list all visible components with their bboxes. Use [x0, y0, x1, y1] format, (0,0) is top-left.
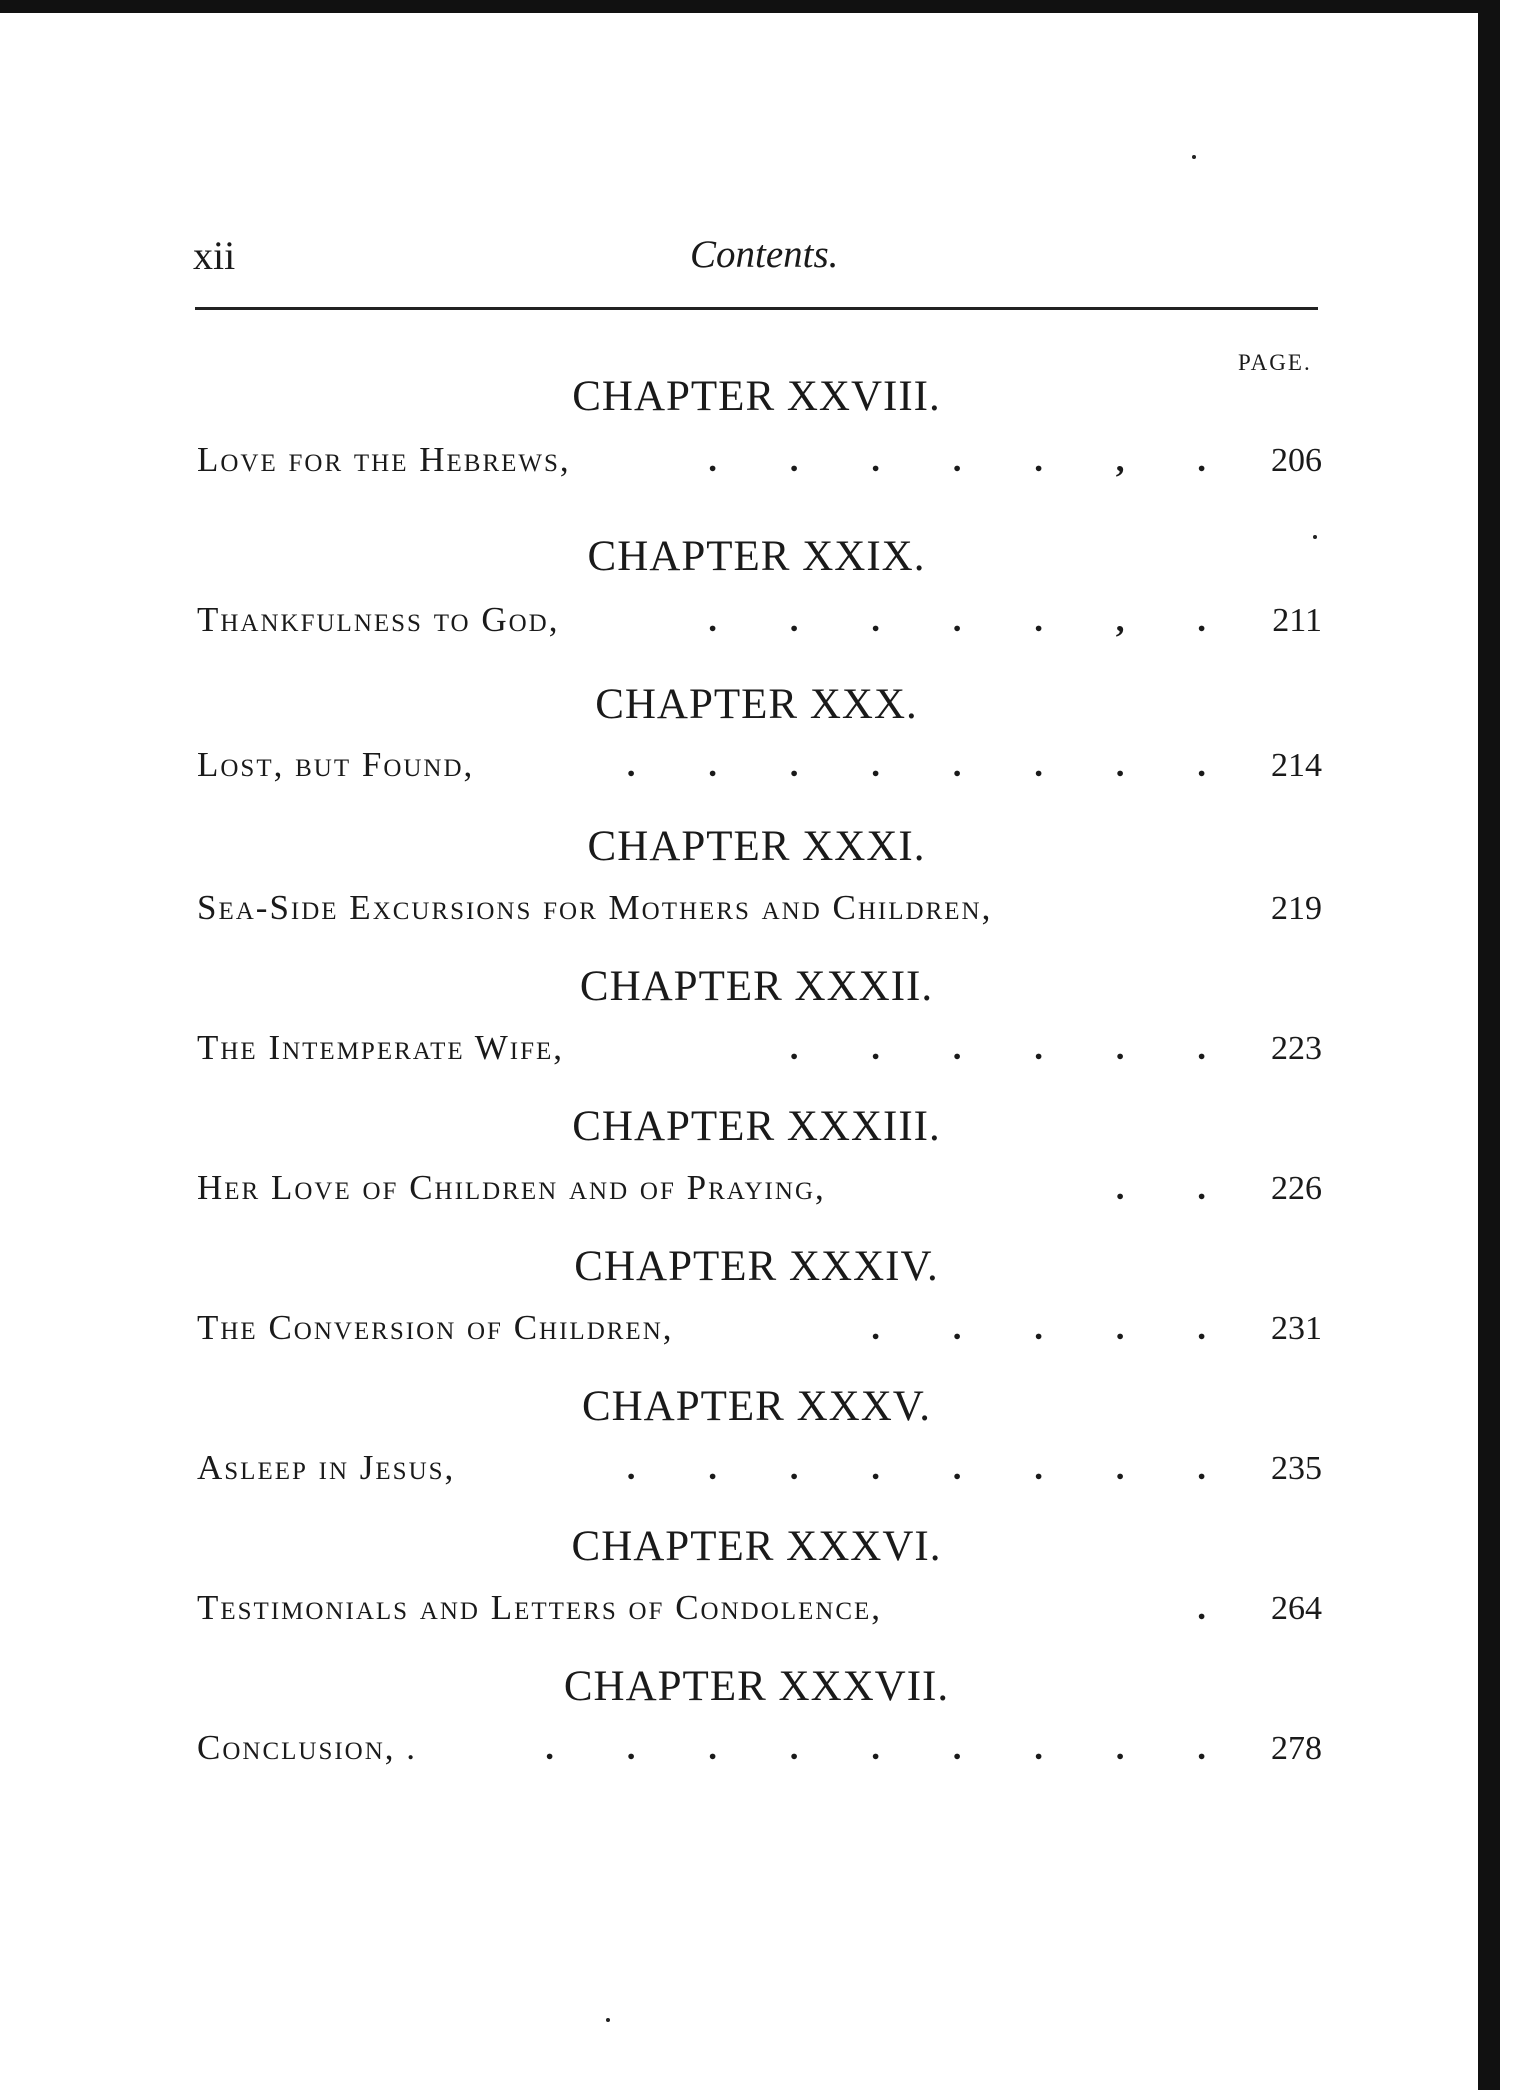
- chapter-heading: CHAPTER XXXIII.: [572, 1103, 941, 1150]
- entry-title: Sea-Side Excursions for Mothers and Children,: [197, 888, 993, 927]
- entry-title: Love for the Hebrews,: [197, 440, 571, 479]
- chapter-heading: CHAPTER XXX.: [595, 681, 918, 728]
- entry-title: The Intemperate Wife,: [197, 1028, 565, 1067]
- entry-title: Testimonials and Letters of Condolence,: [197, 1588, 883, 1627]
- toc-entry[interactable]: [197, 1728, 1322, 1778]
- chapter-heading: CHAPTER XXVIII.: [572, 373, 941, 420]
- entry-title: Her Love of Children and of Praying,: [197, 1168, 826, 1207]
- entry-page-number: 223: [1271, 1030, 1322, 1067]
- dot-leader: . . . . . , .: [708, 600, 1238, 639]
- scan-speck: [606, 2018, 610, 2022]
- scan-speck: [1192, 155, 1196, 159]
- entry-page-number: 211: [1272, 602, 1322, 639]
- entry-title: Thankfulness to God,: [197, 600, 560, 639]
- entry-page-number: 214: [1271, 747, 1322, 784]
- page-right-edge: [1478, 8, 1500, 2090]
- toc-entry[interactable]: [197, 888, 1322, 938]
- entry-page-number: 235: [1271, 1450, 1322, 1487]
- entry-page-number: 278: [1271, 1730, 1322, 1767]
- scan-speck: [1313, 535, 1317, 539]
- page-number: xii: [193, 233, 236, 278]
- dot-leader: . . . . . . . .: [626, 1448, 1238, 1487]
- chapter-heading: CHAPTER XXXII.: [579, 963, 934, 1010]
- toc-entry[interactable]: [197, 1028, 1322, 1078]
- dot-leader: . . . . . . . . .: [545, 1728, 1238, 1767]
- dot-leader: . . . . . , .: [708, 440, 1238, 479]
- chapter-heading: CHAPTER XXXI.: [587, 823, 926, 870]
- toc-entry[interactable]: [197, 440, 1322, 490]
- entry-title: Conclusion, .: [197, 1728, 418, 1767]
- page-top-edge: [0, 0, 1500, 13]
- toc-entry[interactable]: [197, 600, 1322, 650]
- entry-page-number: 219: [1271, 890, 1322, 927]
- entry-page-number: 226: [1271, 1170, 1322, 1207]
- chapter-heading: CHAPTER XXIX.: [587, 533, 926, 580]
- page-column-label: PAGE.: [1238, 350, 1312, 375]
- entry-page-number: 264: [1271, 1590, 1322, 1627]
- chapter-heading: CHAPTER XXXVI.: [571, 1523, 942, 1570]
- toc-entry[interactable]: [197, 745, 1322, 795]
- toc-entry[interactable]: [197, 1588, 1322, 1638]
- dot-leader: . . . . . . . .: [626, 745, 1238, 784]
- dot-leader: . . . . . .: [789, 1028, 1238, 1067]
- entry-title: Lost, but Found,: [197, 745, 475, 784]
- toc-entry[interactable]: [197, 1448, 1322, 1498]
- toc-entry[interactable]: [197, 1168, 1322, 1218]
- running-title: Contents.: [690, 233, 839, 276]
- dot-leader: . .: [1115, 1168, 1238, 1207]
- header-rule: [195, 307, 1318, 310]
- dot-leader: .: [1197, 1588, 1238, 1627]
- toc-entry[interactable]: [197, 1308, 1322, 1358]
- dot-leader: . . . . .: [871, 1308, 1238, 1347]
- entry-title: Asleep in Jesus,: [197, 1448, 456, 1487]
- chapter-heading: CHAPTER XXXIV.: [574, 1243, 939, 1290]
- entry-title: The Conversion of Children,: [197, 1308, 674, 1347]
- chapter-heading: CHAPTER XXXVII.: [563, 1663, 950, 1710]
- entry-page-number: 231: [1271, 1310, 1322, 1347]
- entry-page-number: 206: [1271, 442, 1322, 479]
- chapter-heading: CHAPTER XXXV.: [581, 1383, 932, 1430]
